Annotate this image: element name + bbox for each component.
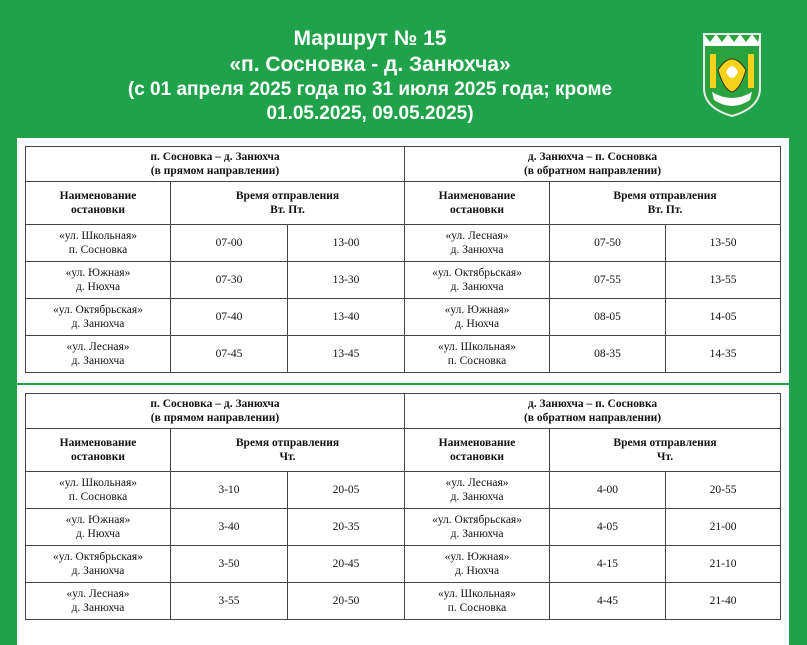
departure-time-header: Время отправления Вт. Пт. xyxy=(550,182,781,225)
stop-name-header: Наименование остановки xyxy=(405,182,550,225)
stop-name-header: Наименование остановки xyxy=(26,429,171,472)
forward-time-1: 3-40 xyxy=(171,509,288,546)
backward-stop: «ул. Лесная» д. Занюхча xyxy=(405,225,550,262)
forward-stop: «ул. Южная» д. Нюхча xyxy=(26,262,171,299)
backward-time-1: 4-45 xyxy=(550,583,666,620)
backward-time-2: 13-55 xyxy=(666,262,781,299)
direction-row xyxy=(26,147,781,182)
table-row xyxy=(26,583,781,620)
direction-row xyxy=(26,394,781,429)
table-row xyxy=(26,509,781,546)
stop-name-header: Наименование остановки xyxy=(26,182,171,225)
forward-stop: «ул. Октябрьская» д. Занюхча xyxy=(26,546,171,583)
backward-time-1: 4-00 xyxy=(550,472,666,509)
backward-time-2: 13-50 xyxy=(666,225,781,262)
forward-time-2: 13-40 xyxy=(288,299,405,336)
backward-time-1: 08-35 xyxy=(550,336,666,373)
table-row xyxy=(26,225,781,262)
backward-stop: «ул. Южная» д. Нюхча xyxy=(405,546,550,583)
forward-time-2: 20-50 xyxy=(288,583,405,620)
forward-time-2: 13-00 xyxy=(288,225,405,262)
forward-time-1: 07-45 xyxy=(171,336,288,373)
route-period: (с 01 апреля 2025 года по 31 июля 2025 года; кроме xyxy=(127,79,613,100)
backward-stop: «ул. Октябрьская» д. Занюхча xyxy=(405,262,550,299)
backward-direction-title: д. Занюхча – п. Сосновка (в обратном направлении) xyxy=(405,394,781,429)
departure-time-header: Время отправления Чт. xyxy=(550,429,781,472)
forward-time-1: 07-30 xyxy=(171,262,288,299)
route-title: Маршрут № 15 xyxy=(293,27,447,50)
backward-time-2: 14-35 xyxy=(666,336,781,373)
coat-of-arms-icon xyxy=(700,30,764,118)
route-exclusions: 01.05.2025, 09.05.2025) xyxy=(266,103,474,124)
departure-time-header: Время отправления Вт. Пт. xyxy=(171,182,405,225)
backward-time-2: 20-55 xyxy=(666,472,781,509)
forward-time-2: 20-35 xyxy=(288,509,405,546)
forward-time-1: 07-40 xyxy=(171,299,288,336)
backward-time-1: 07-50 xyxy=(550,225,666,262)
backward-time-1: 4-05 xyxy=(550,509,666,546)
forward-time-2: 13-45 xyxy=(288,336,405,373)
column-header-row xyxy=(26,429,781,472)
schedule-panel-thu xyxy=(17,385,789,645)
backward-time-2: 21-00 xyxy=(666,509,781,546)
forward-stop: «ул. Школьная» п. Сосновка xyxy=(26,225,171,262)
forward-time-2: 20-05 xyxy=(288,472,405,509)
forward-stop: «ул. Лесная» д. Занюхча xyxy=(26,336,171,373)
forward-time-1: 3-10 xyxy=(171,472,288,509)
backward-direction-title: д. Занюхча – п. Сосновка (в обратном направлении) xyxy=(405,147,781,182)
page-header xyxy=(0,26,740,126)
forward-stop: «ул. Октябрьская» д. Занюхча xyxy=(26,299,171,336)
backward-stop: «ул. Школьная» п. Сосновка xyxy=(405,336,550,373)
forward-time-1: 3-55 xyxy=(171,583,288,620)
forward-stop: «ул. Школьная» п. Сосновка xyxy=(26,472,171,509)
backward-stop: «ул. Лесная» д. Занюхча xyxy=(405,472,550,509)
table-row xyxy=(26,262,781,299)
backward-time-1: 08-05 xyxy=(550,299,666,336)
forward-time-2: 13-30 xyxy=(288,262,405,299)
forward-time-2: 20-45 xyxy=(288,546,405,583)
table-row xyxy=(26,336,781,373)
forward-time-1: 3-50 xyxy=(171,546,288,583)
departure-time-header: Время отправления Чт. xyxy=(171,429,405,472)
schedule-panel-tue-fri xyxy=(17,138,789,383)
backward-time-2: 21-10 xyxy=(666,546,781,583)
table-row xyxy=(26,472,781,509)
forward-stop: «ул. Лесная» д. Занюхча xyxy=(26,583,171,620)
forward-time-1: 07-00 xyxy=(171,225,288,262)
schedule-table-tue-fri xyxy=(25,146,781,373)
backward-time-1: 4-15 xyxy=(550,546,666,583)
route-name: «п. Сосновка - д. Занюхча» xyxy=(229,53,511,76)
table-row xyxy=(26,299,781,336)
column-header-row xyxy=(26,182,781,225)
backward-time-1: 07-55 xyxy=(550,262,666,299)
forward-direction-title: п. Сосновка – д. Занюхча (в прямом направлении) xyxy=(26,147,405,182)
forward-stop: «ул. Южная» д. Нюхча xyxy=(26,509,171,546)
stop-name-header: Наименование остановки xyxy=(405,429,550,472)
backward-stop: «ул. Южная» д. Нюхча xyxy=(405,299,550,336)
backward-stop: «ул. Школьная» п. Сосновка xyxy=(405,583,550,620)
backward-time-2: 14-05 xyxy=(666,299,781,336)
forward-direction-title: п. Сосновка – д. Занюхча (в прямом направлении) xyxy=(26,394,405,429)
table-row xyxy=(26,546,781,583)
backward-time-2: 21-40 xyxy=(666,583,781,620)
schedule-table-thu xyxy=(25,393,781,620)
backward-stop: «ул. Октябрьская» д. Занюхча xyxy=(405,509,550,546)
